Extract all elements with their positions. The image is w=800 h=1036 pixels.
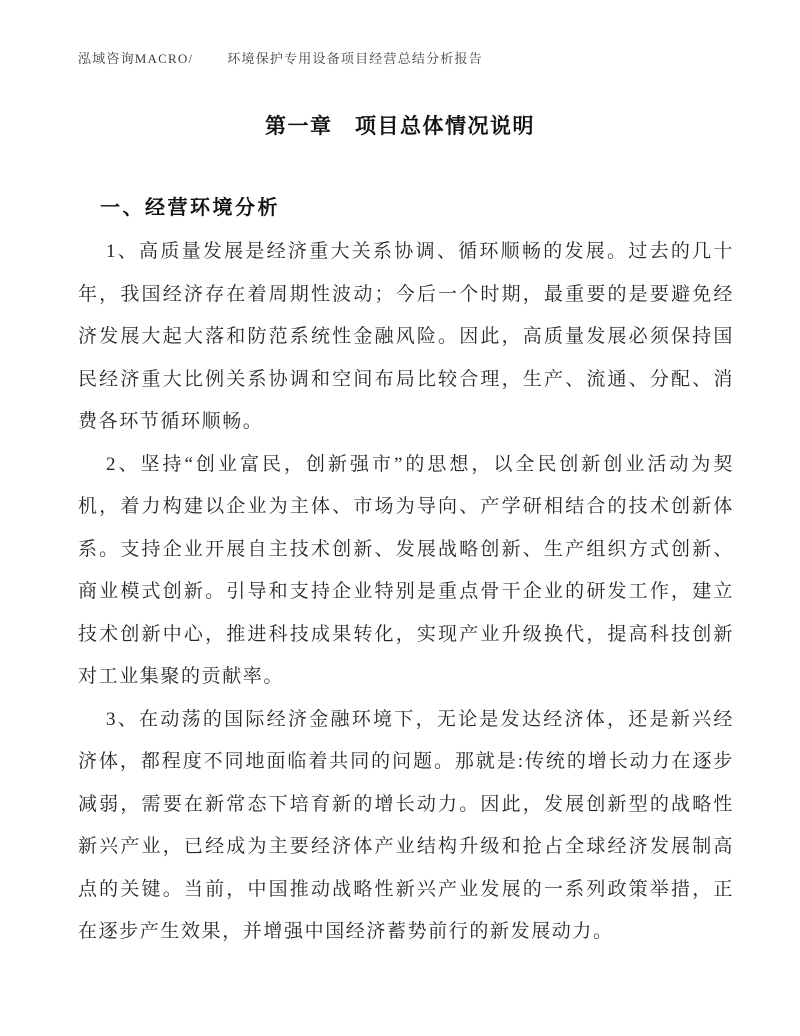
body-paragraph-2: 2、坚持“创业富民，创新强市”的思想，以全民创新创业活动为契机，着力构建以企业为主体、市场为导向、产学研相结合的技术创新体系。支持企业开展自主技术创新、发展战略创新、生产组织方式创新、商业模式创新。引导和支持企业特别是重点骨干企业的研发工作，建立技术创新中心，推进科技成果转化，实现产业升级换代，提高科技创新对工业集聚的贡献率。 [78, 453, 734, 687]
chapter-title: 第一章 项目总体情况说明 [265, 114, 535, 138]
page-header [78, 48, 740, 67]
header-doc-title: 环境保护专用设备项目经营总结分析报告 [227, 51, 483, 66]
body-paragraph-1: 1、高质量发展是经济重大关系协调、循环顺畅的发展。过去的几十年，我国经济存在着周期性波动；今后一个时期，最重要的是要避免经济发展大起大落和防范系统性金融风险。因此，高质量发展必须保持国民经济重大比例关系协调和空间布局比较合理，生产、流通、分配、消费各环节循环顺畅。 [78, 241, 734, 432]
body-paragraph-3: 3、在动荡的国际经济金融环境下，无论是发达经济体，还是新兴经济体，都程度不同地面临着共同的问题。那就是:传统的增长动力在逐步减弱，需要在新常态下培育新的增长动力。因此，发展创新型的战略性新兴产业，已经成为主要经济体产业结构升级和抢占全球经济发展制高点的关键。当前，中国推动战略性新兴产业发展的一系列政策举措，正在逐步产生效果，并增强中国经济蓄势前行的新发展动力。 [78, 708, 734, 942]
body-text [78, 231, 734, 954]
section-heading: 一、经营环境分析 [100, 197, 280, 219]
header-brand: 泓域咨询MACRO/ [78, 51, 194, 66]
